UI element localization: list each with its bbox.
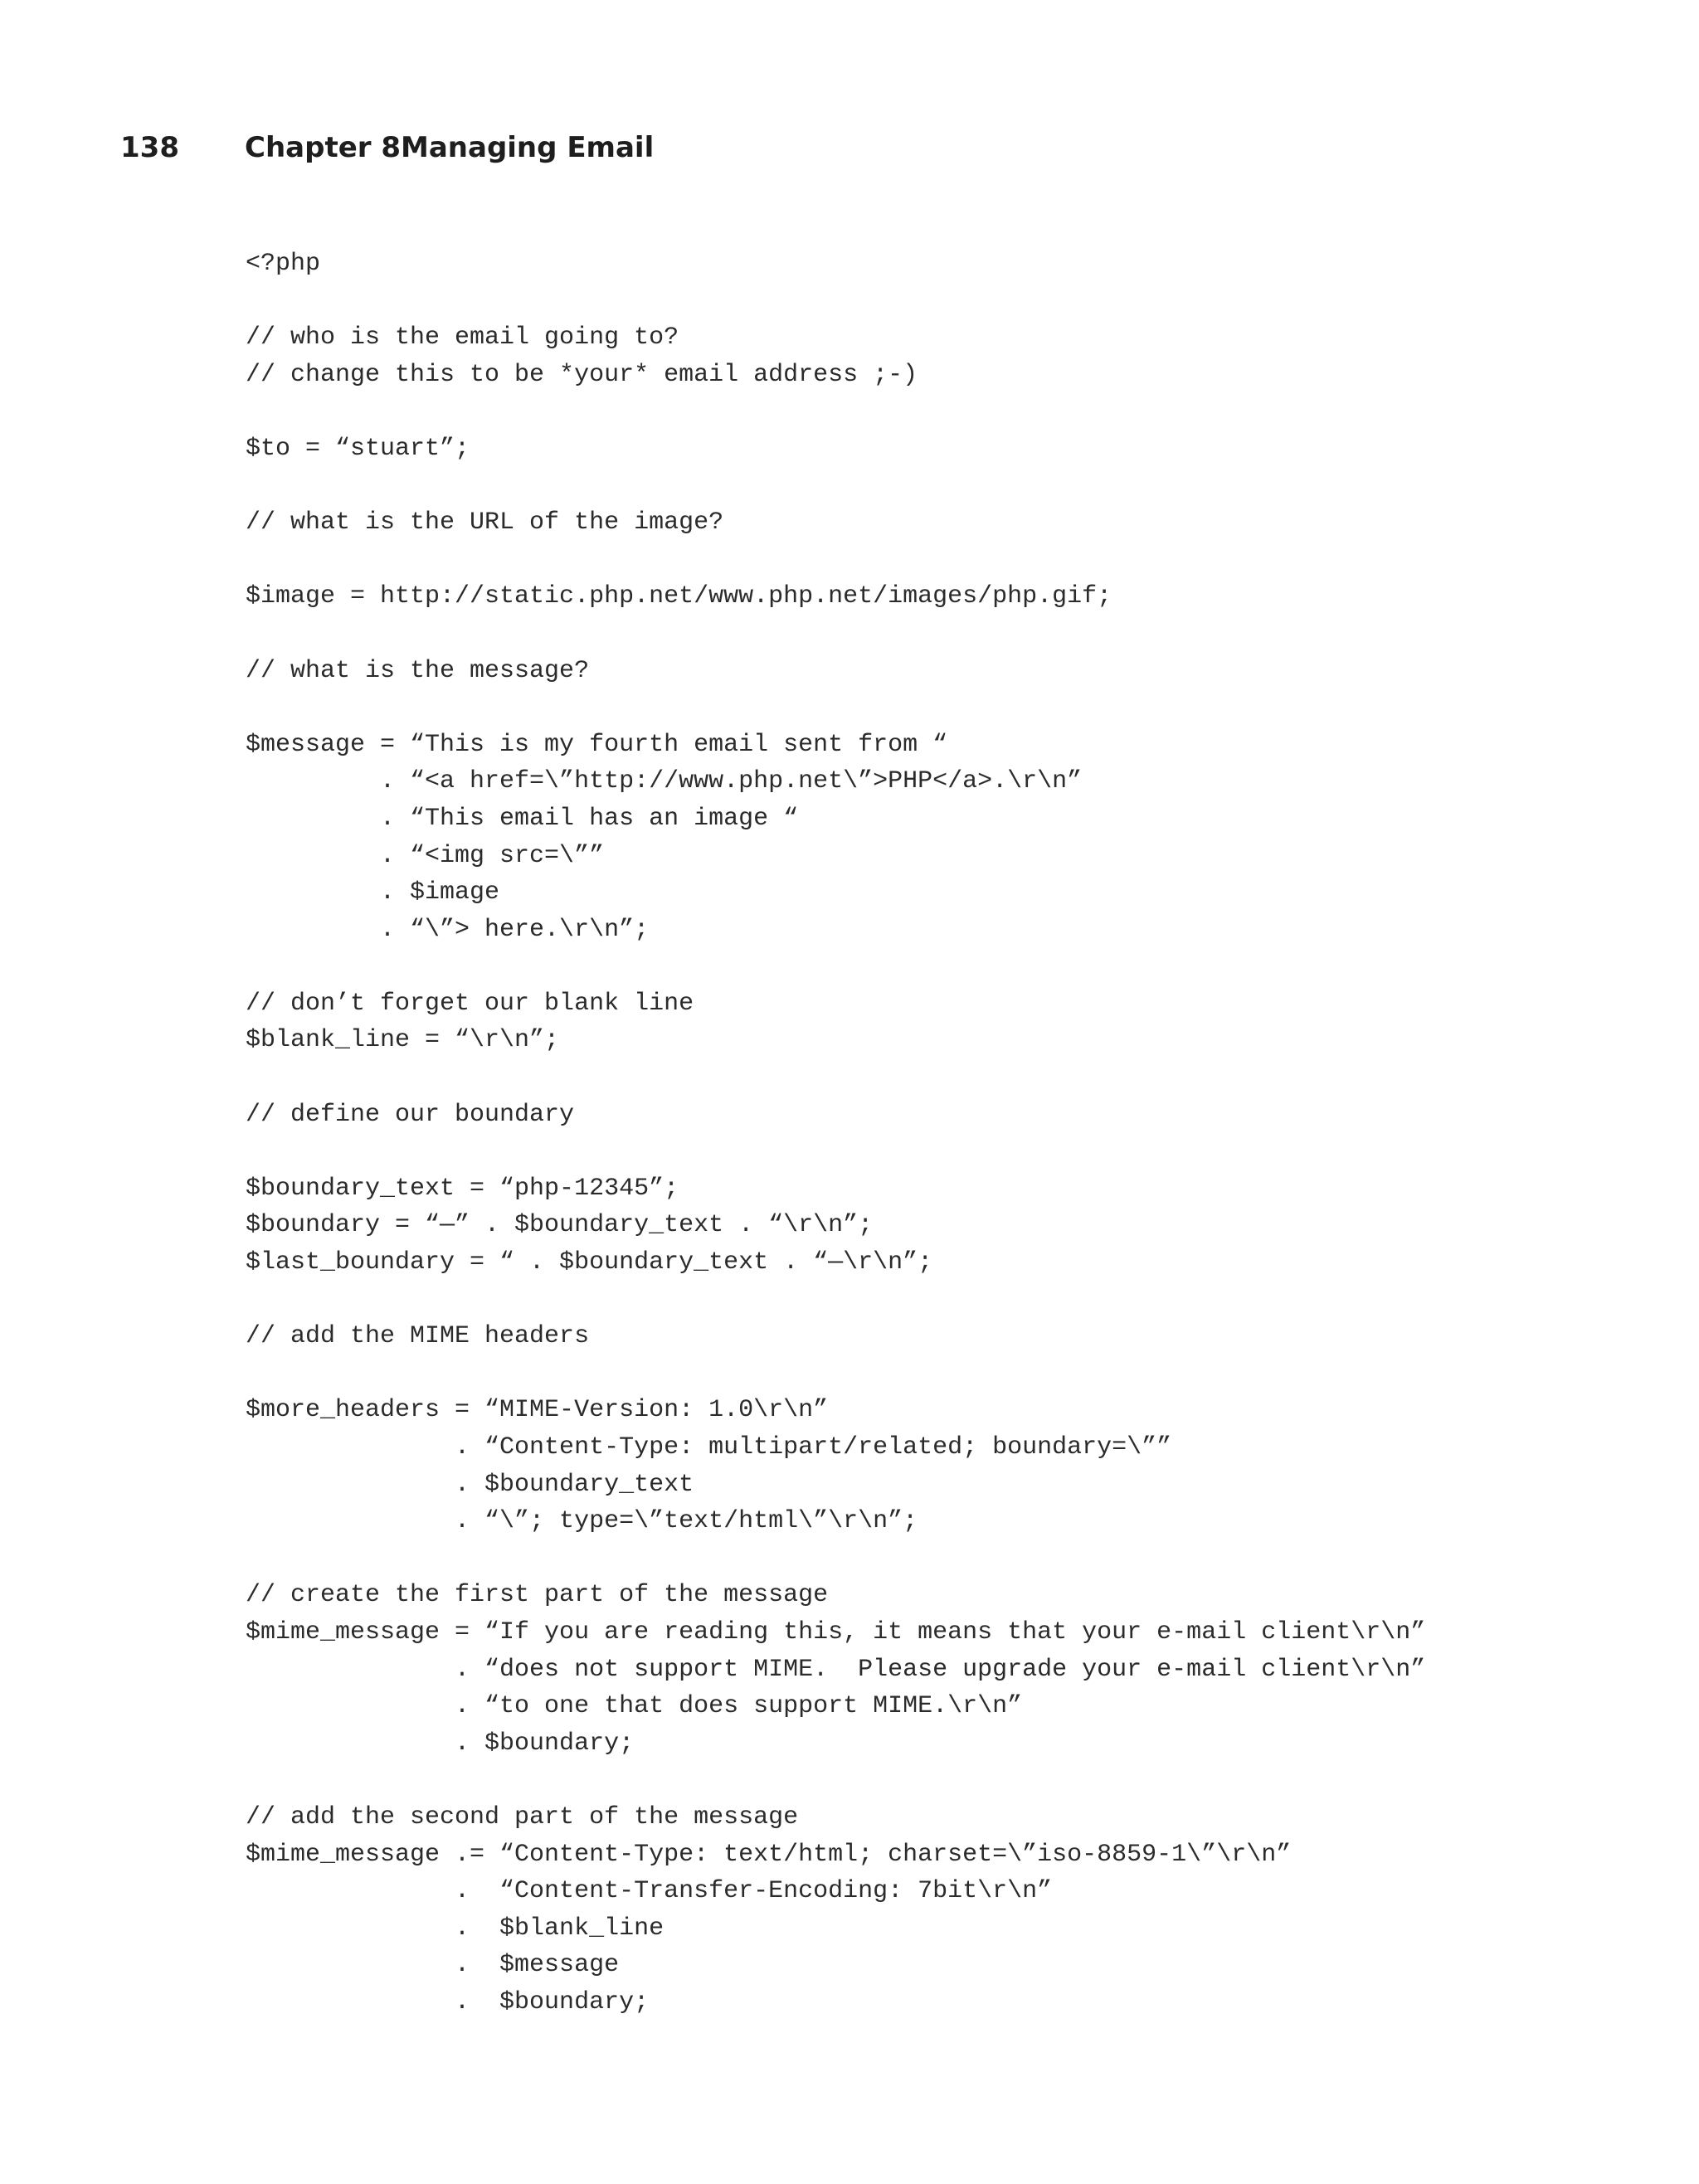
code-line: . “<img src=\””	[246, 841, 605, 870]
code-line: . “\”> here.\r\n”;	[246, 915, 650, 944]
code-line: $blank_line = “\r\n”;	[246, 1026, 560, 1055]
code-line: . “Content-Type: multipart/related; boundary=\””	[246, 1433, 1172, 1462]
code-line	[246, 468, 1656, 505]
code-line: $mime_message .= “Content-Type: text/html; charset=\”iso-8859-1\”\r\n”	[246, 1840, 1292, 1869]
code-line: // add the second part of the message	[246, 1802, 799, 1831]
code-line: $to = “stuart”;	[246, 434, 470, 463]
code-line	[246, 1059, 1656, 1097]
code-line: . $blank_line	[246, 1914, 665, 1943]
page-number: 138	[120, 131, 179, 164]
code-line: . $boundary;	[246, 1987, 650, 2016]
code-line: . “Content-Transfer-Encoding: 7bit\r\n”	[246, 1877, 1053, 1906]
code-line	[246, 1540, 1656, 1578]
code-line	[246, 283, 1656, 320]
code-line: $boundary = “—” . $boundary_text . “\r\n”;	[246, 1211, 874, 1240]
code-line: . “<a href=\”http://www.php.net\”>PHP</a>.\r\n”	[246, 767, 1083, 796]
code-line: $boundary_text = “php-12345”;	[246, 1174, 679, 1203]
code-line	[246, 1355, 1656, 1393]
code-line: . “to one that does support MIME.\r\n”	[246, 1692, 1023, 1721]
code-line: $more_headers = “MIME-Version: 1.0\r\n”	[246, 1396, 829, 1425]
code-line: // what is the URL of the image?	[246, 508, 724, 537]
code-line: // what is the message?	[246, 656, 590, 685]
code-line: // create the first part of the message	[246, 1581, 829, 1610]
code-listing	[246, 246, 1656, 2021]
code-line: $message = “This is my fourth email sent from “	[246, 730, 948, 759]
code-line	[246, 542, 1656, 579]
code-line	[246, 689, 1656, 727]
code-line: . “This email has an image “	[246, 804, 799, 833]
code-line: . $boundary_text	[246, 1470, 694, 1499]
code-line: // don’t forget our blank line	[246, 989, 694, 1018]
code-line	[246, 615, 1656, 653]
code-line	[246, 1133, 1656, 1170]
code-line	[246, 393, 1656, 430]
code-line	[246, 1762, 1656, 1799]
code-line: . “\”; type=\”text/html\”\r\n”;	[246, 1507, 918, 1536]
code-line: $mime_message = “If you are reading this, it means that your e-mail client\r\n”	[246, 1617, 1426, 1647]
code-line: . $message	[246, 1951, 620, 1980]
chapter-label: Chapter 8	[245, 131, 402, 164]
code-line: . $image	[246, 878, 500, 907]
code-line: <?php	[246, 250, 321, 278]
running-head	[120, 131, 654, 173]
code-line	[246, 1282, 1656, 1319]
code-line: $image = http://static.php.net/www.php.net/images/php.gif;	[246, 582, 1112, 611]
chapter-title: Managing Email	[401, 131, 655, 164]
code-line: . “does not support MIME. Please upgrade your e-mail client\r\n”	[246, 1655, 1426, 1684]
code-line: // define our boundary	[246, 1100, 575, 1129]
code-line	[246, 948, 1656, 985]
code-line: // change this to be *your* email address ;-)	[246, 360, 918, 389]
code-line: // add the MIME headers	[246, 1322, 590, 1351]
code-line: // who is the email going to?	[246, 323, 679, 353]
code-line: $last_boundary = “ . $boundary_text . “—\r\n”;	[246, 1248, 933, 1277]
code-line: . $boundary;	[246, 1729, 635, 1758]
